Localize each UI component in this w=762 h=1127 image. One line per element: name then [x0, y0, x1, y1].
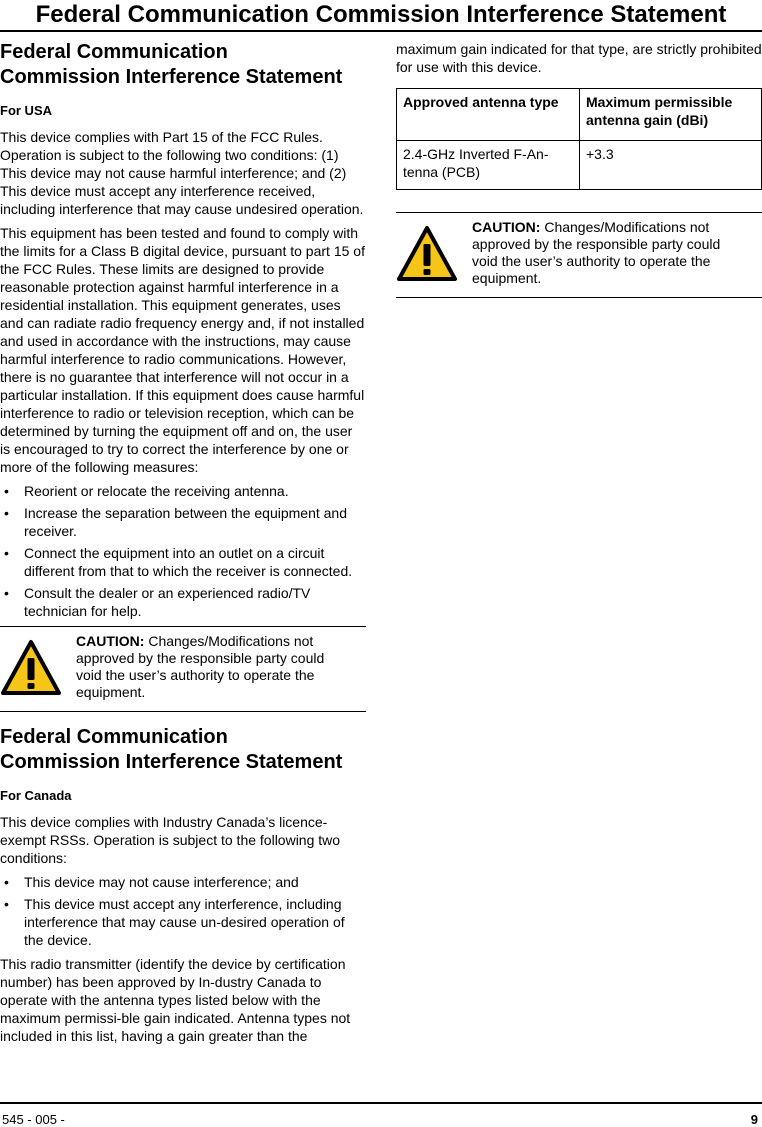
caution-box-usa: [0, 626, 366, 712]
list-item: [0, 504, 366, 540]
section-canada-title-line1: Federal Communication: [0, 726, 228, 748]
section-canada-title: [0, 725, 366, 775]
list-item: [0, 584, 366, 620]
caution-box-canada: [396, 212, 762, 298]
bullet-icon: •: [4, 896, 9, 912]
list-item-text: This device must accept any interference, including interference that may cause un-desired operation of the device.: [24, 896, 345, 948]
caution-text-usa: [76, 633, 346, 701]
list-item: [0, 482, 366, 500]
table-cell-max-gain: +3.3: [580, 141, 762, 190]
list-item-text: Reorient or relocate the receiving antenna.: [24, 483, 289, 499]
footer-page-number: 9: [750, 1112, 758, 1127]
table-header-row: [397, 89, 762, 141]
table-row: [397, 141, 762, 190]
footer-doc-number: 545 - 005 -: [2, 1112, 65, 1127]
section-canada-para1: This device complies with Industry Canada’s licence-exempt RSSs. Operation is subject to the following two conditions:: [0, 814, 341, 866]
bullet-icon: •: [4, 545, 9, 561]
section-usa-para2: This equipment has been tested and found to comply with the limits for a Class B digital device, pursuant to part 15 of the FCC Rules. These limits are designed to provide reasonable protection against harmful interference in a residential installation. This equipment generates, uses and can radiate radio frequency energy and, if not installed and used in accordance with the instructions, may cause harmful interference to radio communications. However, there is no guarantee that interference will not occur in a particular installation. If this equipment does cause harmful interference to radio or television reception, which can be determined by turning the equipment off and on, the user is encouraged to try to correct the interference by one or more of the following measures:: [0, 225, 365, 475]
list-item-text: Increase the separation between the equipment and receiver.: [24, 505, 348, 539]
caution-message: Changes/Modifications not approved by the responsible party could void the user’s authority to operate the equipment.: [76, 633, 325, 700]
section-usa-para1: This device complies with Part 15 of the FCC Rules. Operation is subject to the following two conditions: (1) This device may not cause harmful interference; and (2) This device must accept any interference received, including interference that may cause undesired operation.: [0, 129, 364, 217]
table-cell-antenna-type: 2.4-GHz Inverted F-An-tenna (PCB): [397, 141, 580, 190]
antenna-table: [396, 88, 762, 190]
bullet-icon: •: [4, 483, 9, 499]
footer-divider: [0, 1102, 762, 1104]
bullet-icon: •: [4, 585, 9, 601]
caution-message: Changes/Modifications not approved by the responsible party could void the user’s authority to operate the equipment.: [472, 219, 721, 286]
section-usa-title-line1: Federal Communication: [0, 41, 228, 63]
warning-triangle-icon: [396, 225, 458, 283]
caution-label: CAUTION:: [76, 633, 145, 649]
section-usa-bullet-list: [0, 482, 366, 620]
section-usa-subheading: For USA: [0, 103, 52, 118]
list-item: [0, 895, 366, 949]
section-usa-title: [0, 40, 366, 90]
warning-triangle-icon: [0, 639, 62, 697]
list-item: [0, 544, 366, 580]
list-item-text: Connect the equipment into an outlet on a circuit different from that to which the receiver is connected.: [24, 545, 353, 579]
table-header-antenna-type: Approved antenna type: [397, 89, 580, 141]
caution-text-canada: [472, 219, 742, 287]
caution-label: CAUTION:: [472, 219, 541, 235]
section-canada-para2-continued: maximum gain indicated for that type, are strictly prohibited for use with this device.: [396, 41, 762, 75]
list-item-text: Consult the dealer or an experienced radio/TV technician for help.: [24, 585, 311, 619]
list-item: [0, 873, 366, 891]
section-canada-title-line2: Commission Interference Statement: [0, 751, 343, 773]
bullet-icon: •: [4, 505, 9, 521]
section-canada-bullet-list: [0, 873, 366, 949]
section-canada-subheading: For Canada: [0, 788, 72, 803]
page-header-title: Federal Communication Commission Interference Statement: [0, 0, 762, 32]
right-column: [396, 40, 762, 298]
section-usa-title-line2: Commission Interference Statement: [0, 66, 343, 88]
table-header-max-gain: Maximum permissible antenna gain (dBi): [580, 89, 762, 141]
left-column: [0, 40, 366, 1051]
section-canada-para2: This radio transmitter (identify the device by certification number) has been approved by In-dustry Canada to operate with the antenna types listed below with the maximum permissi-ble gain indicated. Antenna types not included in this list, having a gain greater than the: [0, 956, 351, 1044]
bullet-icon: •: [4, 874, 9, 890]
list-item-text: This device may not cause interference; and: [24, 874, 299, 890]
